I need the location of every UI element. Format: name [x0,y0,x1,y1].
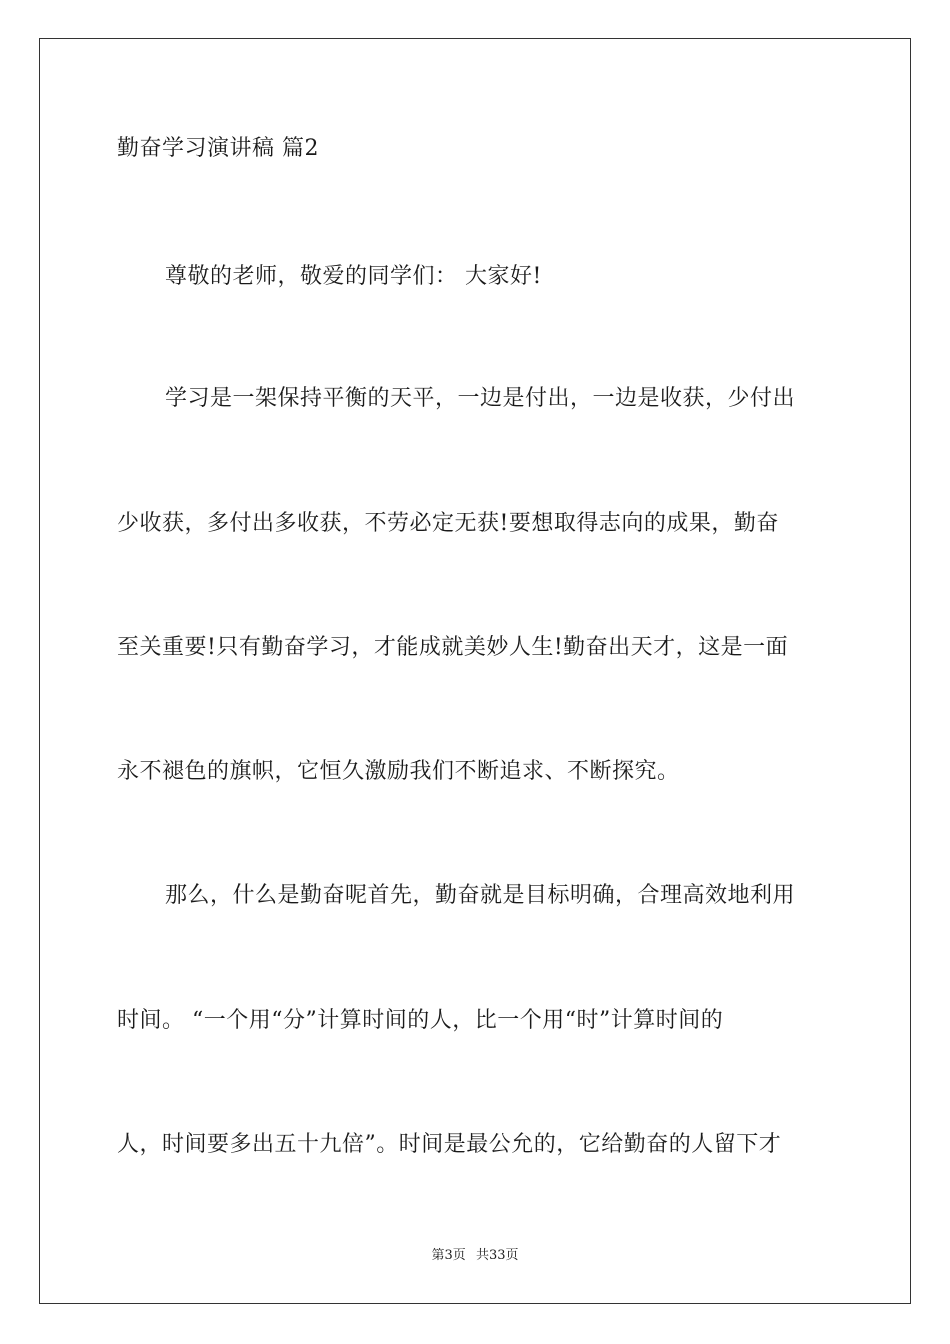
paragraph-line: 人，时间要多出五十九倍”。时间是最公允的，它给勤奋的人留下才 [117,1132,782,1157]
paragraph-line: 少收获，多付出多收获，不劳必定无获!要想取得志向的成果，勤奋 [117,511,779,536]
paragraph-line: 那么，什么是勤奋呢首先，勤奋就是目标明确，合理高效地利用 [165,883,796,908]
paragraph-line: 时间。 “一个用“分”计算时间的人，比一个用“时”计算时间的 [117,1008,724,1033]
page-total: 共33页 [475,1248,519,1263]
paragraph-line: 至关重要!只有勤奋学习，才能成就美妙人生!勤奋出天才，这是一面 [117,635,789,660]
document-title: 勤奋学习演讲稿 篇2 [117,136,319,161]
greeting-line: 尊敬的老师，敬爱的同学们： 大家好! [165,264,542,289]
paragraph-line: 学习是一架保持平衡的天平，一边是付出，一边是收获，少付出 [165,386,796,411]
paragraph-line: 永不褪色的旗帜，它恒久激励我们不断追求、不断探究。 [117,759,680,784]
page-number: 第3页 [431,1248,466,1263]
page-border [39,38,911,1304]
page-footer [0,1247,950,1265]
